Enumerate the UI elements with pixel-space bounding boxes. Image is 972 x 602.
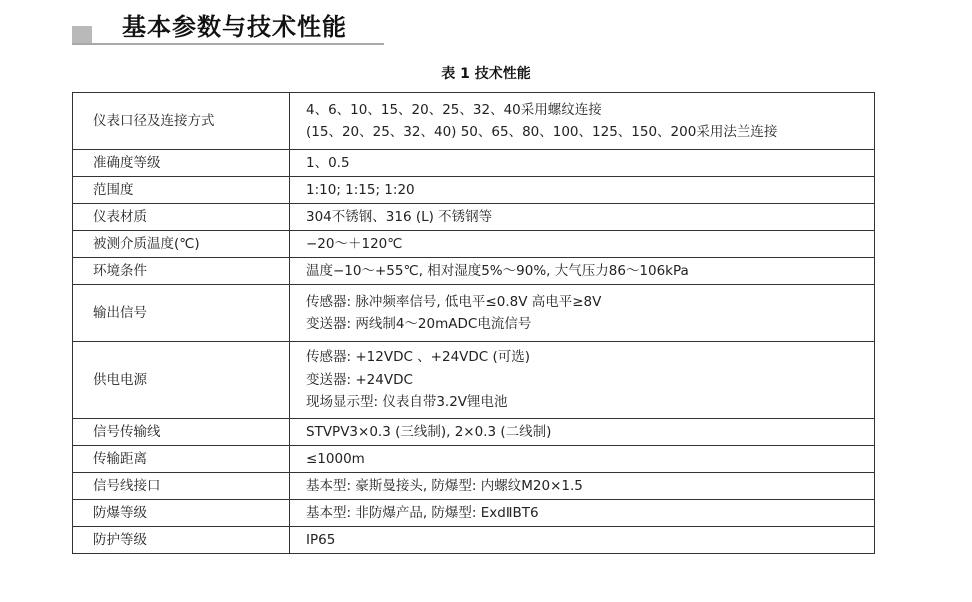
table-row (73, 527, 875, 554)
param-name: 防护等级 (73, 527, 290, 554)
section-marker (72, 26, 92, 44)
table-row (73, 446, 875, 473)
param-value: ≤1000m (290, 446, 875, 473)
table-row (73, 150, 875, 177)
table-row (73, 473, 875, 500)
param-value: 基本型: 豪斯曼接头, 防爆型: 内螺纹M20×1.5 (290, 473, 875, 500)
table-row (73, 231, 875, 258)
param-name: 被测介质温度(℃) (73, 231, 290, 258)
technical-performance-table (72, 92, 875, 554)
param-name: 环境条件 (73, 258, 290, 285)
table-row (73, 204, 875, 231)
table-row (73, 285, 875, 342)
param-value: STVPV3×0.3 (三线制), 2×0.3 (二线制) (290, 419, 875, 446)
table-row (73, 500, 875, 527)
table-caption: 表 1 技术性能 (441, 66, 531, 82)
param-value: 基本型: 非防爆产品, 防爆型: ExdⅡBT6 (290, 500, 875, 527)
param-name: 传输距离 (73, 446, 290, 473)
param-name: 信号线接口 (73, 473, 290, 500)
param-name: 范围度 (73, 177, 290, 204)
param-value: 传感器: 脉冲频率信号, 低电平≤0.8V 高电平≥8V 变送器: 两线制4～20mADC电流信号 (290, 285, 875, 342)
param-value: 1:10; 1:15; 1:20 (290, 177, 875, 204)
param-value: −20～＋120℃ (290, 231, 875, 258)
param-value: 4、6、10、15、20、25、32、40采用螺纹连接 (15、20、25、32、40) 50、65、80、100、125、150、200采用法兰连接 (290, 93, 875, 150)
section-underline (72, 43, 384, 45)
param-name: 防爆等级 (73, 500, 290, 527)
param-name: 供电电源 (73, 342, 290, 419)
param-name: 准确度等级 (73, 150, 290, 177)
param-name: 信号传输线 (73, 419, 290, 446)
param-name: 输出信号 (73, 285, 290, 342)
table-row (73, 93, 875, 150)
param-name: 仪表材质 (73, 204, 290, 231)
param-value: 温度−10～+55℃, 相对湿度5%～90%, 大气压力86～106kPa (290, 258, 875, 285)
param-value: 1、0.5 (290, 150, 875, 177)
param-name: 仪表口径及连接方式 (73, 93, 290, 150)
param-value: 传感器: +12VDC 、+24VDC (可选) 变送器: +24VDC 现场显示型: 仪表自带3.2V锂电池 (290, 342, 875, 419)
param-value: IP65 (290, 527, 875, 554)
table-row (73, 177, 875, 204)
param-value: 304不锈钢、316 (L) 不锈钢等 (290, 204, 875, 231)
section-title: 基本参数与技术性能 (122, 13, 347, 41)
table-row (73, 342, 875, 419)
table-row (73, 419, 875, 446)
table-row (73, 258, 875, 285)
